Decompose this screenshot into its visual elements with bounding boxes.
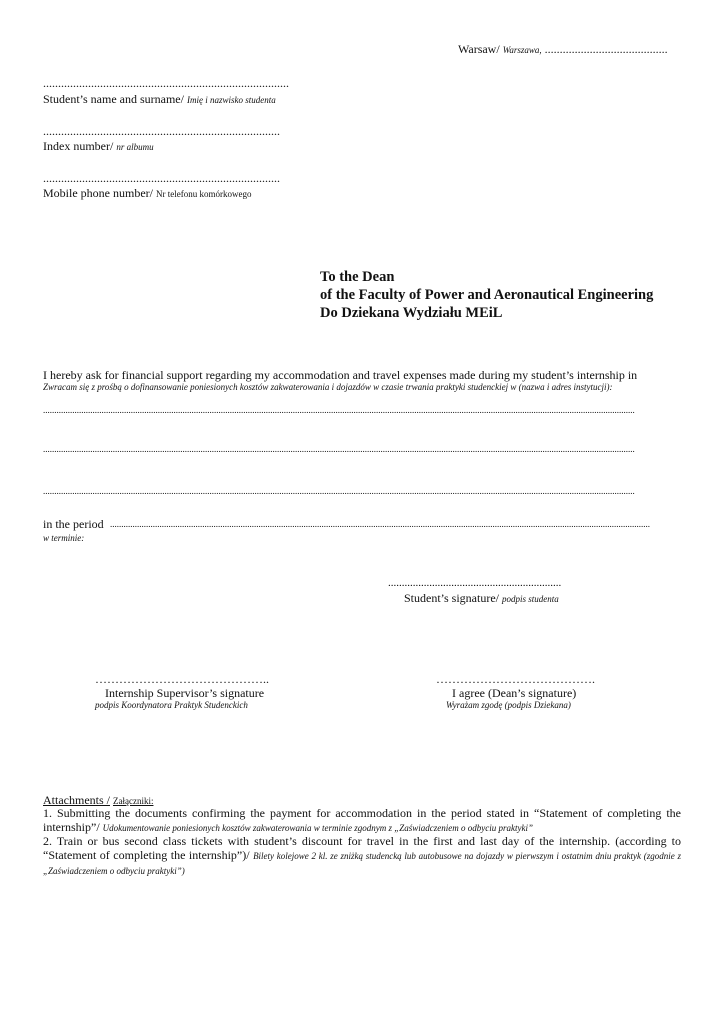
index-number-label-pl: nr albumu [116,142,154,152]
student-name-label [43,92,276,107]
institution-blank-3[interactable]: ....................................................................................................................................................................................................................................................................... [43,486,635,496]
addressee-block [320,268,653,322]
date-line [458,42,668,57]
supervisor-signature-blank[interactable]: …………………………………….. [95,672,269,686]
student-signature-blank[interactable]: ............................................................... [388,577,562,589]
period-label-pl: w terminie: [43,533,85,543]
addressee-line-1: To the Dean [320,269,395,285]
attachment-item-1-en: 1. Submitting the documents confirming the payment for accommodation in the period stated in “Statement of completing the internship”/ [43,806,681,834]
index-number-blank[interactable]: ............................................................................... [43,124,280,138]
index-number-label-en: Index number/ [43,139,114,153]
date-blank[interactable]: ......................................... [544,42,668,56]
attachment-item-2 [43,834,681,878]
attachments-heading-en: Attachments / [43,793,110,807]
phone-number-label-pl: Nr telefonu komórkowego [155,189,252,199]
phone-number-label-en: Mobile phone number/ [43,186,153,200]
supervisor-signature-label: Internship Supervisor’s signature [105,686,265,700]
attachment-item-2-pl: Bilety kolejowe 2 kl. ze zniżką studencką lub autobusowe na dojazdy w pierwszym i ostatnim dniu praktyk (zgodnie z „Zaświadczeniem o odbyciu praktyki”) [43,851,682,876]
student-signature-label-en: Student’s signature/ [404,591,499,605]
institution-blank-2[interactable]: ....................................................................................................................................................................................................................................................................... [43,444,635,454]
dean-signature-label: I agree (Dean’s signature) [452,686,577,700]
institution-blank-1[interactable]: ....................................................................................................................................................................................................................................................................... [43,405,635,415]
attachment-item-2-en: 2. Train or bus second class tickets with student’s discount for travel in the first and last day of the internship. (according to “Statement of completing the internship”)/ [43,834,681,862]
addressee-line-3: Do Dziekana Wydziału MEiL [320,305,503,321]
phone-number-label [43,186,251,201]
index-number-label [43,139,154,154]
supervisor-signature-label-pl: podpis Koordynatora Praktyk Studenckich [95,700,248,710]
attachments-heading-pl: Załączniki: [112,796,154,806]
dean-signature-label-pl: Wyrażam zgodę (podpis Dziekana) [446,700,571,710]
student-signature-label [404,591,559,606]
phone-number-blank[interactable]: ............................................................................... [43,171,280,185]
dean-signature-blank[interactable]: …………………………………. [436,672,595,686]
period-blank[interactable]: ................................................................................................................................................................................................................................................ [110,519,650,529]
student-name-blank[interactable]: .................................................................................. [43,76,289,90]
request-text-pl: Zwracam się z prośbą o dofinansowanie poniesionych kosztów zakwaterowania i dojazdów w czasie trwania praktyki studenckiej w (nazwa i adres instytucji): [43,382,613,392]
attachment-item-1 [43,806,681,835]
period-label: in the period [43,517,104,531]
city-label-pl: Warszawa, [502,45,542,55]
city-label: Warsaw/ [458,42,500,56]
student-name-label-pl: Imię i nazwisko studenta [186,95,276,105]
student-name-label-en: Student’s name and surname/ [43,92,184,106]
student-signature-label-pl: podpis studenta [502,594,559,604]
request-text: I hereby ask for financial support regarding my accommodation and travel expenses made during my student’s internship in [43,368,638,382]
attachment-item-1-pl: Udokumentowanie poniesionych kosztów zakwaterowania w terminie zgodnym z „Zaświadczeniem o odbyciu praktyki” [102,823,534,833]
addressee-line-2: of the Faculty of Power and Aeronautical Engineering [320,287,654,303]
